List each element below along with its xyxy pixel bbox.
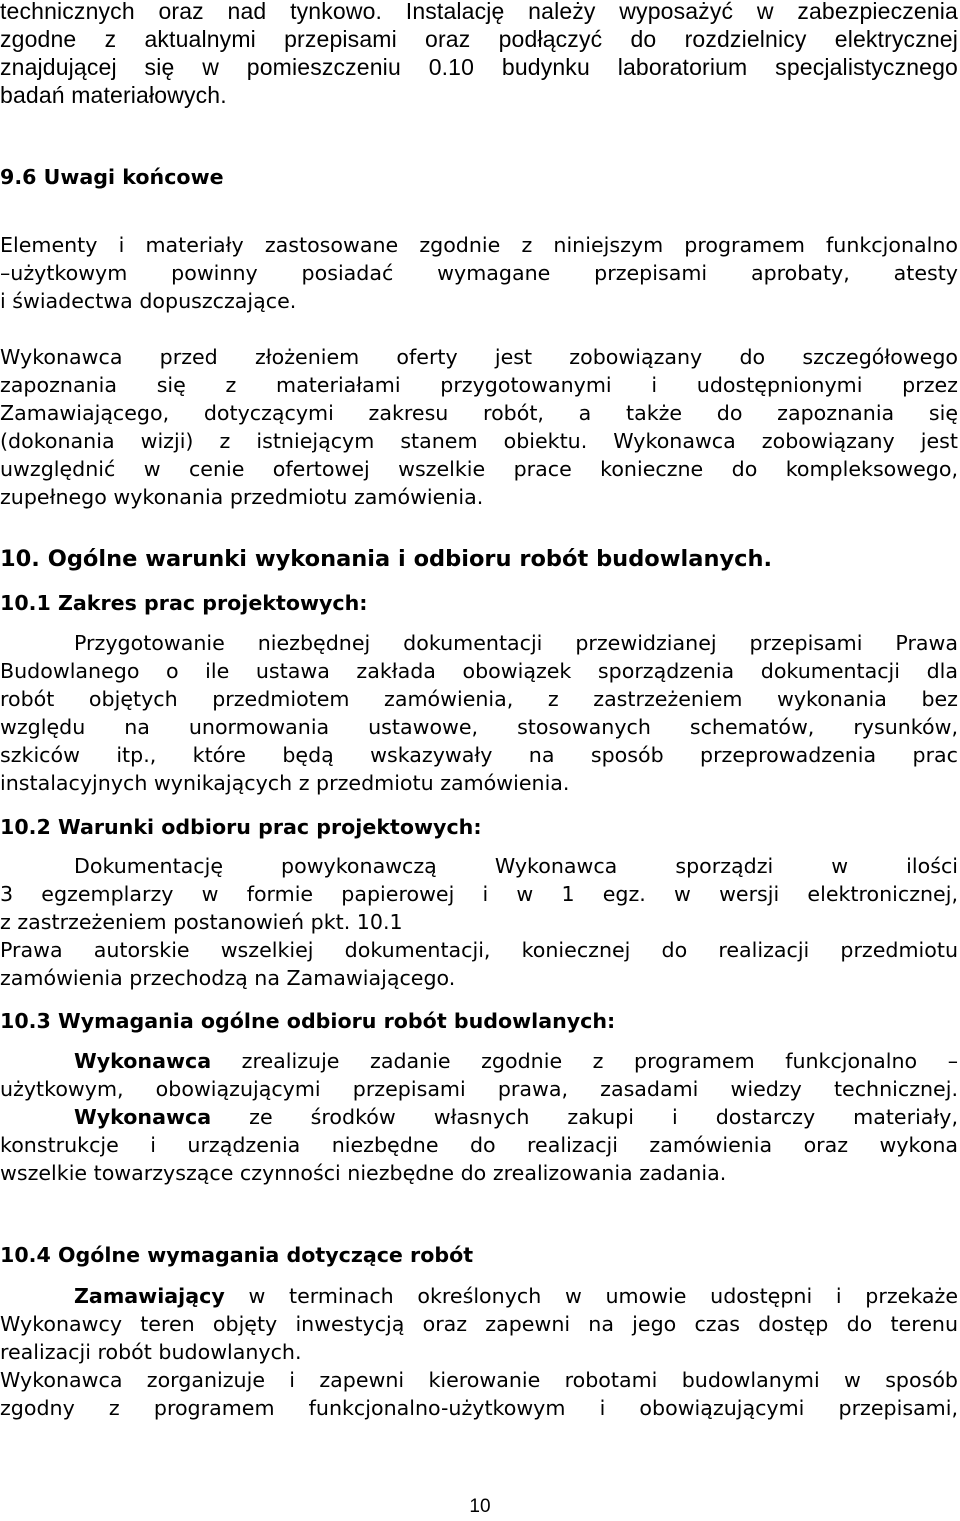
text-line: uwzględnić w cenie ofertowej wszelkie prace konieczne do kompleksowego,: [0, 457, 958, 481]
text-line: użytkowym, obowiązującymi przepisami prawa, zasadami wiedzy technicznej.: [0, 1077, 958, 1101]
text-line: konstrukcje i urządzenia niezbędne do realizacji zamówienia oraz wykona: [0, 1133, 958, 1157]
text-line: Budowlanego o ile ustawa zakłada obowiązek sporządzenia dokumentacji dla: [0, 659, 958, 683]
text-line: z zastrzeżeniem postanowień pkt. 10.1: [0, 910, 403, 934]
section-heading-9-6: 9.6 Uwagi końcowe: [0, 165, 224, 189]
section-heading-10-3: 10.3 Wymagania ogólne odbioru robót budowlanych:: [0, 1009, 616, 1033]
text-line: badań materiałowych.: [0, 82, 227, 108]
text-line: technicznych oraz nad tynkowo. Instalację należy wyposażyć w zabezpieczenia: [0, 0, 958, 24]
text-line: Wykonawca przed złożeniem oferty jest zobowiązany do szczegółowego: [0, 345, 958, 369]
section-heading-10-2: 10.2 Warunki odbioru prac projektowych:: [0, 815, 482, 839]
page-number: 10: [469, 1496, 491, 1517]
text-line: Zamawiający w terminach określonych w umowie udostępni i przekaże: [74, 1284, 958, 1308]
text-line: zupełnego wykonania przedmiotu zamówienia.: [0, 485, 484, 509]
text-line: wszelkie towarzyszące czynności niezbędne do zrealizowania zadania.: [0, 1161, 727, 1185]
text-line: zgodne z aktualnymi przepisami oraz podłączyć do rozdzielnicy elektrycznej: [0, 26, 958, 52]
text-line: (dokonania wizji) z istniejącym stanem obiektu. Wykonawca zobowiązany jest: [0, 429, 958, 453]
text-line: i świadectwa dopuszczające.: [0, 289, 297, 313]
text-line: zapoznania się z materiałami przygotowanymi i udostępnionymi przez: [0, 373, 958, 397]
text-line: Elementy i materiały zastosowane zgodnie z niniejszym programem funkcjonalno: [0, 233, 958, 257]
text-line: Wykonawca zrealizuje zadanie zgodnie z programem funkcjonalno –: [74, 1049, 958, 1073]
text-line: robót objętych przedmiotem zamówienia, z zastrzeżeniem wykonania bez: [0, 687, 958, 711]
text-line: znajdującej się w pomieszczeniu 0.10 budynku laboratorium specjalistycznego: [0, 54, 958, 80]
bold-term: Wykonawca: [74, 1049, 212, 1073]
text-line: instalacyjnych wynikających z przedmiotu zamówienia.: [0, 771, 570, 795]
text-line: szkiców itp., które będą wskazywały na sposób przeprowadzenia prac: [0, 743, 958, 767]
text-line: zgodny z programem funkcjonalno-użytkowym i obowiązującymi przepisami,: [0, 1396, 958, 1420]
section-heading-10: 10. Ogólne warunki wykonania i odbioru robót budowlanych.: [0, 546, 773, 572]
text-line: realizacji robót budowlanych.: [0, 1340, 302, 1364]
text-line: Przygotowanie niezbędnej dokumentacji przewidzianej przepisami Prawa: [74, 631, 958, 655]
text-line: 3 egzemplarzy w formie papierowej i w 1 egz. w wersji elektronicznej,: [0, 882, 958, 906]
text-line: Wykonawcy teren objęty inwestycją oraz zapewni na jego czas dostęp do terenu: [0, 1312, 958, 1336]
section-heading-10-4: 10.4 Ogólne wymagania dotyczące robót: [0, 1243, 474, 1267]
bold-term: Zamawiający: [74, 1284, 225, 1308]
section-heading-10-1: 10.1 Zakres prac projektowych:: [0, 591, 368, 615]
text-line: Prawa autorskie wszelkiej dokumentacji, koniecznej do realizacji przedmiotu: [0, 938, 958, 962]
text-line: Wykonawca ze środków własnych zakupi i dostarczy materiały,: [74, 1105, 958, 1129]
text-line: zamówienia przechodzą na Zamawiającego.: [0, 966, 456, 990]
text-line: Dokumentację powykonawczą Wykonawca sporządzi w ilości: [74, 854, 958, 878]
bold-term: Wykonawca: [74, 1105, 212, 1129]
text-line: Zamawiającego, dotyczącymi zakresu robót, a także do zapoznania się: [0, 401, 958, 425]
text-line: względu na unormowania ustawowe, stosowanych schematów, rysunków,: [0, 715, 958, 739]
text-line: –użytkowym powinny posiadać wymagane przepisami aprobaty, atesty: [0, 261, 958, 285]
text-line: Wykonawca zorganizuje i zapewni kierowanie robotami budowlanymi w sposób: [0, 1368, 958, 1392]
